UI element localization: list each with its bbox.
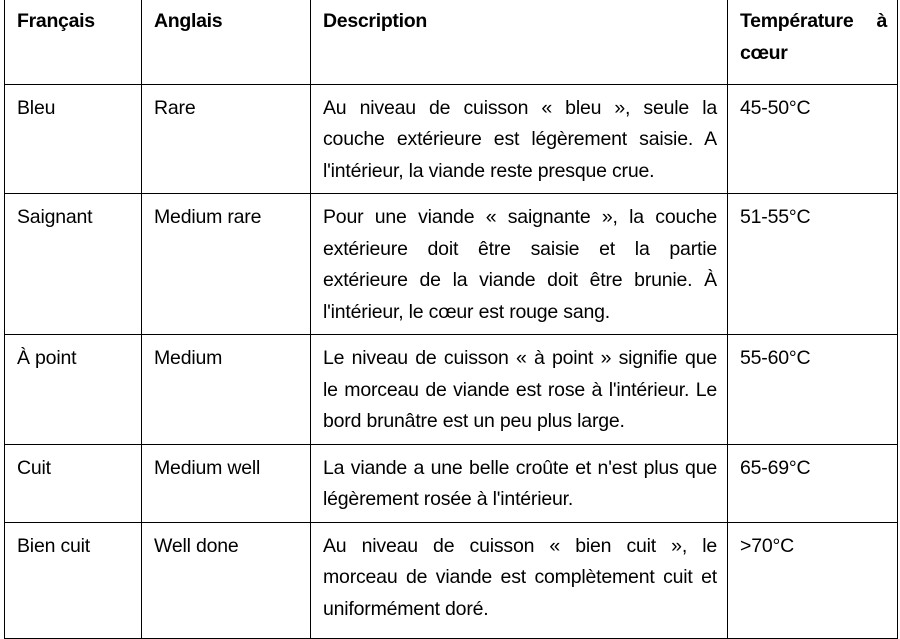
table-row [5, 522, 898, 638]
cell-english: Rare [142, 84, 311, 194]
cell-description: Au niveau de cuisson « bleu », seule la couche extérieure est légèrement saisie. A l'intérieur, la viande reste presque crue. [311, 84, 728, 194]
cell-french: Saignant [5, 194, 142, 335]
cell-french: Cuit [5, 444, 142, 522]
header-core-temperature: Température à cœur [728, 0, 898, 84]
table-row [5, 194, 898, 335]
cell-french: Bleu [5, 84, 142, 194]
table-row [5, 335, 898, 445]
cell-english: Medium well [142, 444, 311, 522]
header-description: Description [311, 0, 728, 84]
cell-temperature: 45-50°C [728, 84, 898, 194]
cell-english: Medium rare [142, 194, 311, 335]
cell-english: Well done [142, 522, 311, 638]
cell-temperature: 65-69°C [728, 444, 898, 522]
header-english: Anglais [142, 0, 311, 84]
table-header-row [5, 0, 898, 84]
table-row [5, 84, 898, 194]
cell-french: À point [5, 335, 142, 445]
header-french: Français [5, 0, 142, 84]
cell-english: Medium [142, 335, 311, 445]
cell-description: Au niveau de cuisson « bien cuit », le morceau de viande est complètement cuit et uniformément doré. [311, 522, 728, 638]
cooking-levels-table [4, 0, 898, 639]
cell-french: Bien cuit [5, 522, 142, 638]
cell-temperature: 55-60°C [728, 335, 898, 445]
cell-description: Pour une viande « saignante », la couche extérieure doit être saisie et la partie extérieure de la viande doit être brunie. À l'intérieur, le cœur est rouge sang. [311, 194, 728, 335]
cell-temperature: 51-55°C [728, 194, 898, 335]
cell-description: La viande a une belle croûte et n'est plus que légèrement rosée à l'intérieur. [311, 444, 728, 522]
cell-temperature: >70°C [728, 522, 898, 638]
table-row [5, 444, 898, 522]
cell-description: Le niveau de cuisson « à point » signifie que le morceau de viande est rose à l'intérieur. Le bord brunâtre est un peu plus large. [311, 335, 728, 445]
